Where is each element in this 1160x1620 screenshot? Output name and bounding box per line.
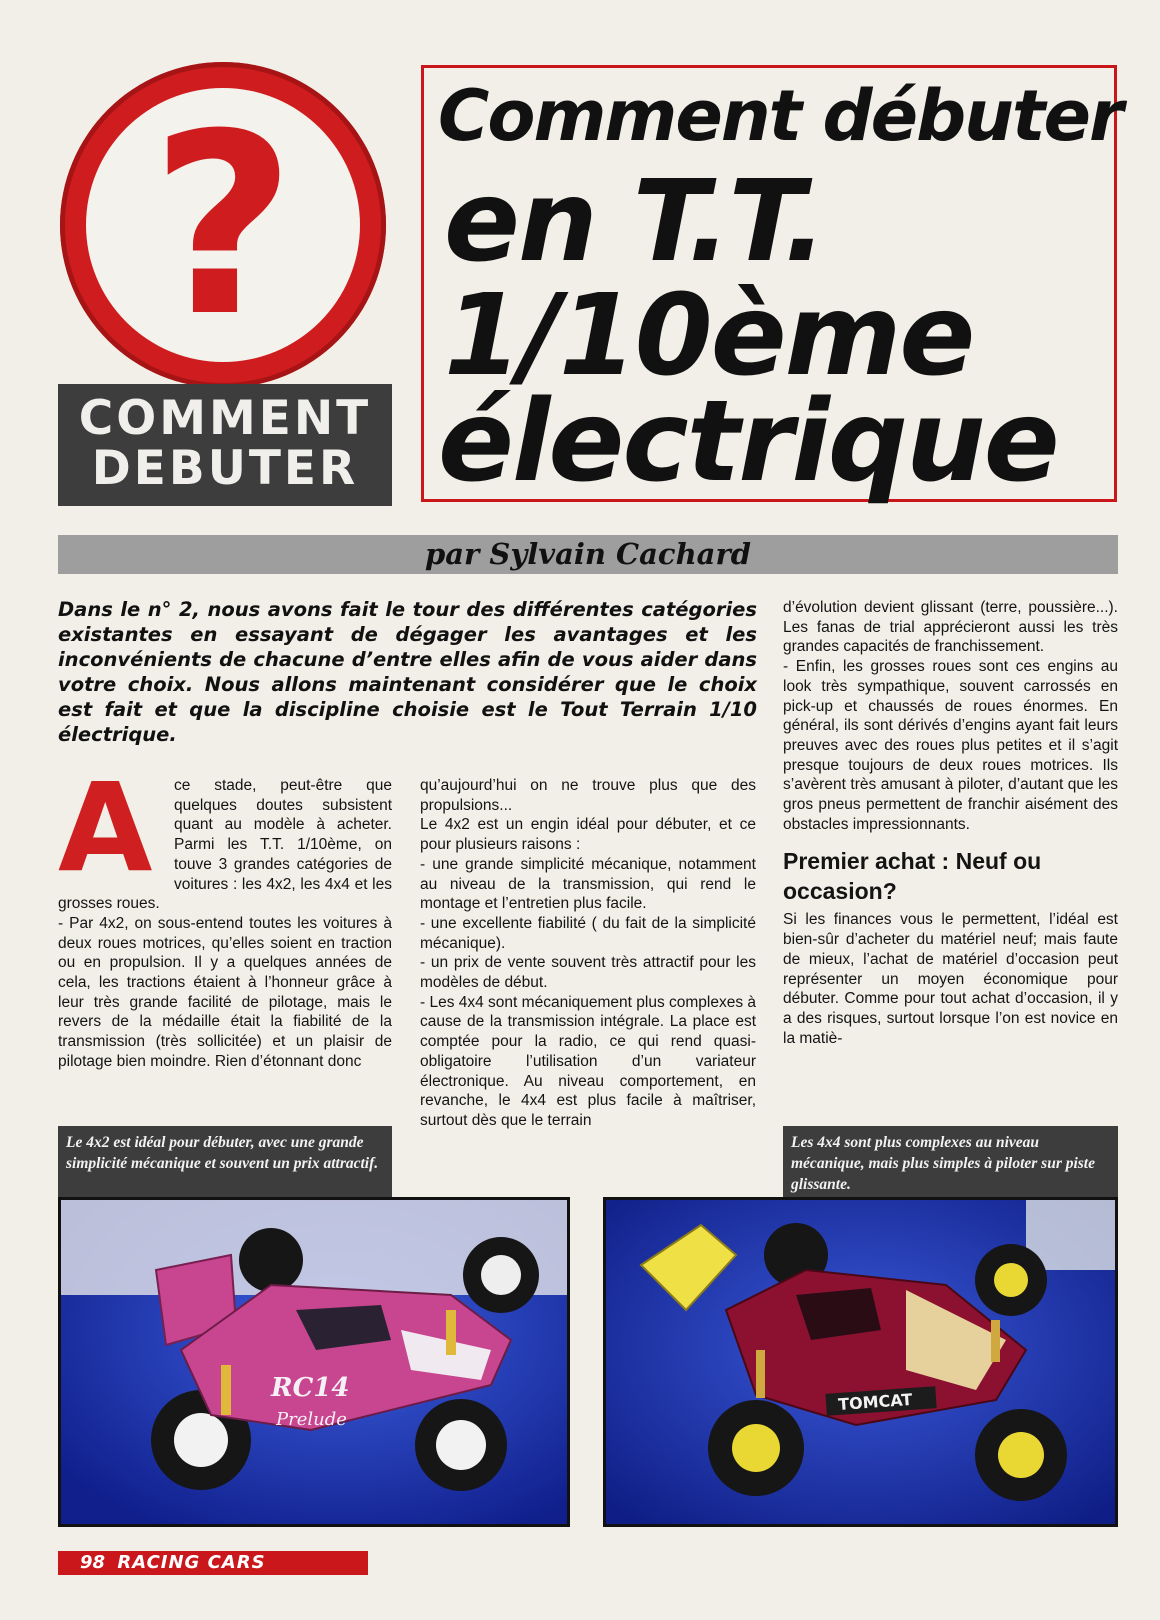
body-column-2 xyxy=(420,776,756,1170)
section-label-line1: COMMENT xyxy=(78,391,372,446)
car-label-brand: TOMCAT xyxy=(837,1389,913,1414)
photo-4x2-buggy xyxy=(58,1197,570,1527)
wheel-rear-left xyxy=(708,1400,804,1496)
car-label-model: Prelude xyxy=(276,1409,347,1430)
magazine-name: RACING CARS xyxy=(117,1552,266,1573)
byline: par Sylvain Cachard xyxy=(58,535,1118,574)
photo-4x4-buggy xyxy=(603,1197,1118,1527)
body-column-1 xyxy=(58,776,392,1101)
section-label-line2: DEBUTER xyxy=(91,441,359,496)
photo-caption-right: Les 4x4 sont plus complexes au niveau mécanique, mais plus simples à piloter sur piste glissante. xyxy=(783,1126,1118,1197)
paragraph: - Par 4x2, on sous-entend toutes les voitures à deux roues motrices, qu’elles soient en traction ou en propulsion. Il y a quelques années de cela, les tractions étaient à l’honneur grâce à leur très grande facilité de pilotage, mais le revers de la médaille était la fiabilité de la transmission (très sollicitée) et un plaisir de pilotage bien moindre. Rien d’étonnant donc xyxy=(58,914,392,1070)
drop-cap: A xyxy=(58,776,153,899)
page-number: 98 xyxy=(80,1552,106,1573)
paragraph: - une excellente fiabilité ( du fait de la simplicité mécanique). xyxy=(420,914,756,952)
paragraph: - un prix de vente souvent très attractif pour les modèles de début. xyxy=(420,954,756,992)
paragraph: qu’aujourd’hui on ne trouve plus que des propulsions... xyxy=(420,777,756,814)
wheel-front-right xyxy=(463,1237,539,1313)
paragraph: - une grande simplicité mécanique, notamment au niveau de la transmission, qui rend le montage et l’entretien plus facile. xyxy=(420,855,756,913)
buggy-illustration-left xyxy=(61,1200,567,1524)
logo-inner-disc xyxy=(86,80,360,371)
wheel-rear-right xyxy=(239,1228,303,1292)
article-title xyxy=(421,65,1122,507)
page-footer xyxy=(58,1551,368,1575)
wheel-front-right xyxy=(975,1244,1047,1316)
section-heading: Premier achat : Neuf ou occasion? xyxy=(783,848,1042,905)
photo-caption-left: Le 4x2 est idéal pour débuter, avec une grande simplicité mécanique et souvent un prix attractif. xyxy=(58,1126,392,1197)
buggy-illustration-right xyxy=(606,1200,1115,1524)
lead-paragraph: Dans le n° 2, nous avons fait le tour des différentes catégories existantes en essayant de dégager les avantages et les inconvénients de chacune d’entre elles afin de vous aider dans votre choix. Nous allons maintenant considérer que le choix est fait et que la discipline choisie est le Tout Terrain 1/10 électrique. xyxy=(58,598,757,746)
section-label xyxy=(58,384,392,506)
paragraph: Le 4x2 est un engin idéal pour débuter, et ce pour plusieurs raisons : xyxy=(420,816,756,854)
title-line3: 1/10ème xyxy=(444,271,974,401)
paragraph: d’évolution devient glissant (terre, poussière...). Les fanas de trial apprécieront aussi les très grandes capacités de franchissement. xyxy=(783,599,1118,656)
wheel-front-left xyxy=(415,1399,507,1491)
body-column-3 xyxy=(783,598,1118,1098)
title-line2: en T.T. xyxy=(444,157,825,287)
wheel-front-left xyxy=(975,1409,1067,1501)
paragraph: - Enfin, les grosses roues sont ces engins au look très sympathique, souvent carrossés en pick-up et chaussés de roues énormes. En général, ils sont dérivés d’engins ayant fait leurs preuves avec des roues plus petites et il s’agit presque toujours de deux roues motrices. Ils s’avèrent très amusant à piloter, d’autant que les gros pneus permettent de franchir aisément des obstacles impressionnants. xyxy=(783,658,1118,833)
title-line1: Comment débuter xyxy=(438,75,1122,157)
car-label-rc: RC14 xyxy=(271,1373,350,1403)
paragraph: Si les finances vous le permettent, l’idéal est bien-sûr d’acheter du matériel neuf; mais faute de mieux, l’achat de matériel d’occasion peut représenter un moyen économique pour débuter. Comme pour tout achat d’occasion, il y a des risques, surtout lorsque l’on est novice en la matiè- xyxy=(783,911,1118,1047)
paragraph: - Les 4x4 sont mécaniquement plus complexes à cause de la transmission intégrale. La place est comptée pour la radio, ce qui rend quasi-obligatoire l’utilisation d’un variateur électronique. Au niveau comportement, en revanche, le 4x4 est plus facile à maîtriser, surtout dès que le terrain xyxy=(420,993,756,1129)
paragraph: ce stade, peut-être que quelques doutes subsistent quant au modèle à acheter. Parmi les T.T. 1/10ème, on touve 3 grandes catégories de voitures : les 4x2, les 4x4 et les grosses roues. xyxy=(58,777,392,913)
logo-question-mark: ? xyxy=(150,80,296,371)
title-line4: électrique xyxy=(438,377,1058,507)
logo-circle xyxy=(60,62,386,388)
